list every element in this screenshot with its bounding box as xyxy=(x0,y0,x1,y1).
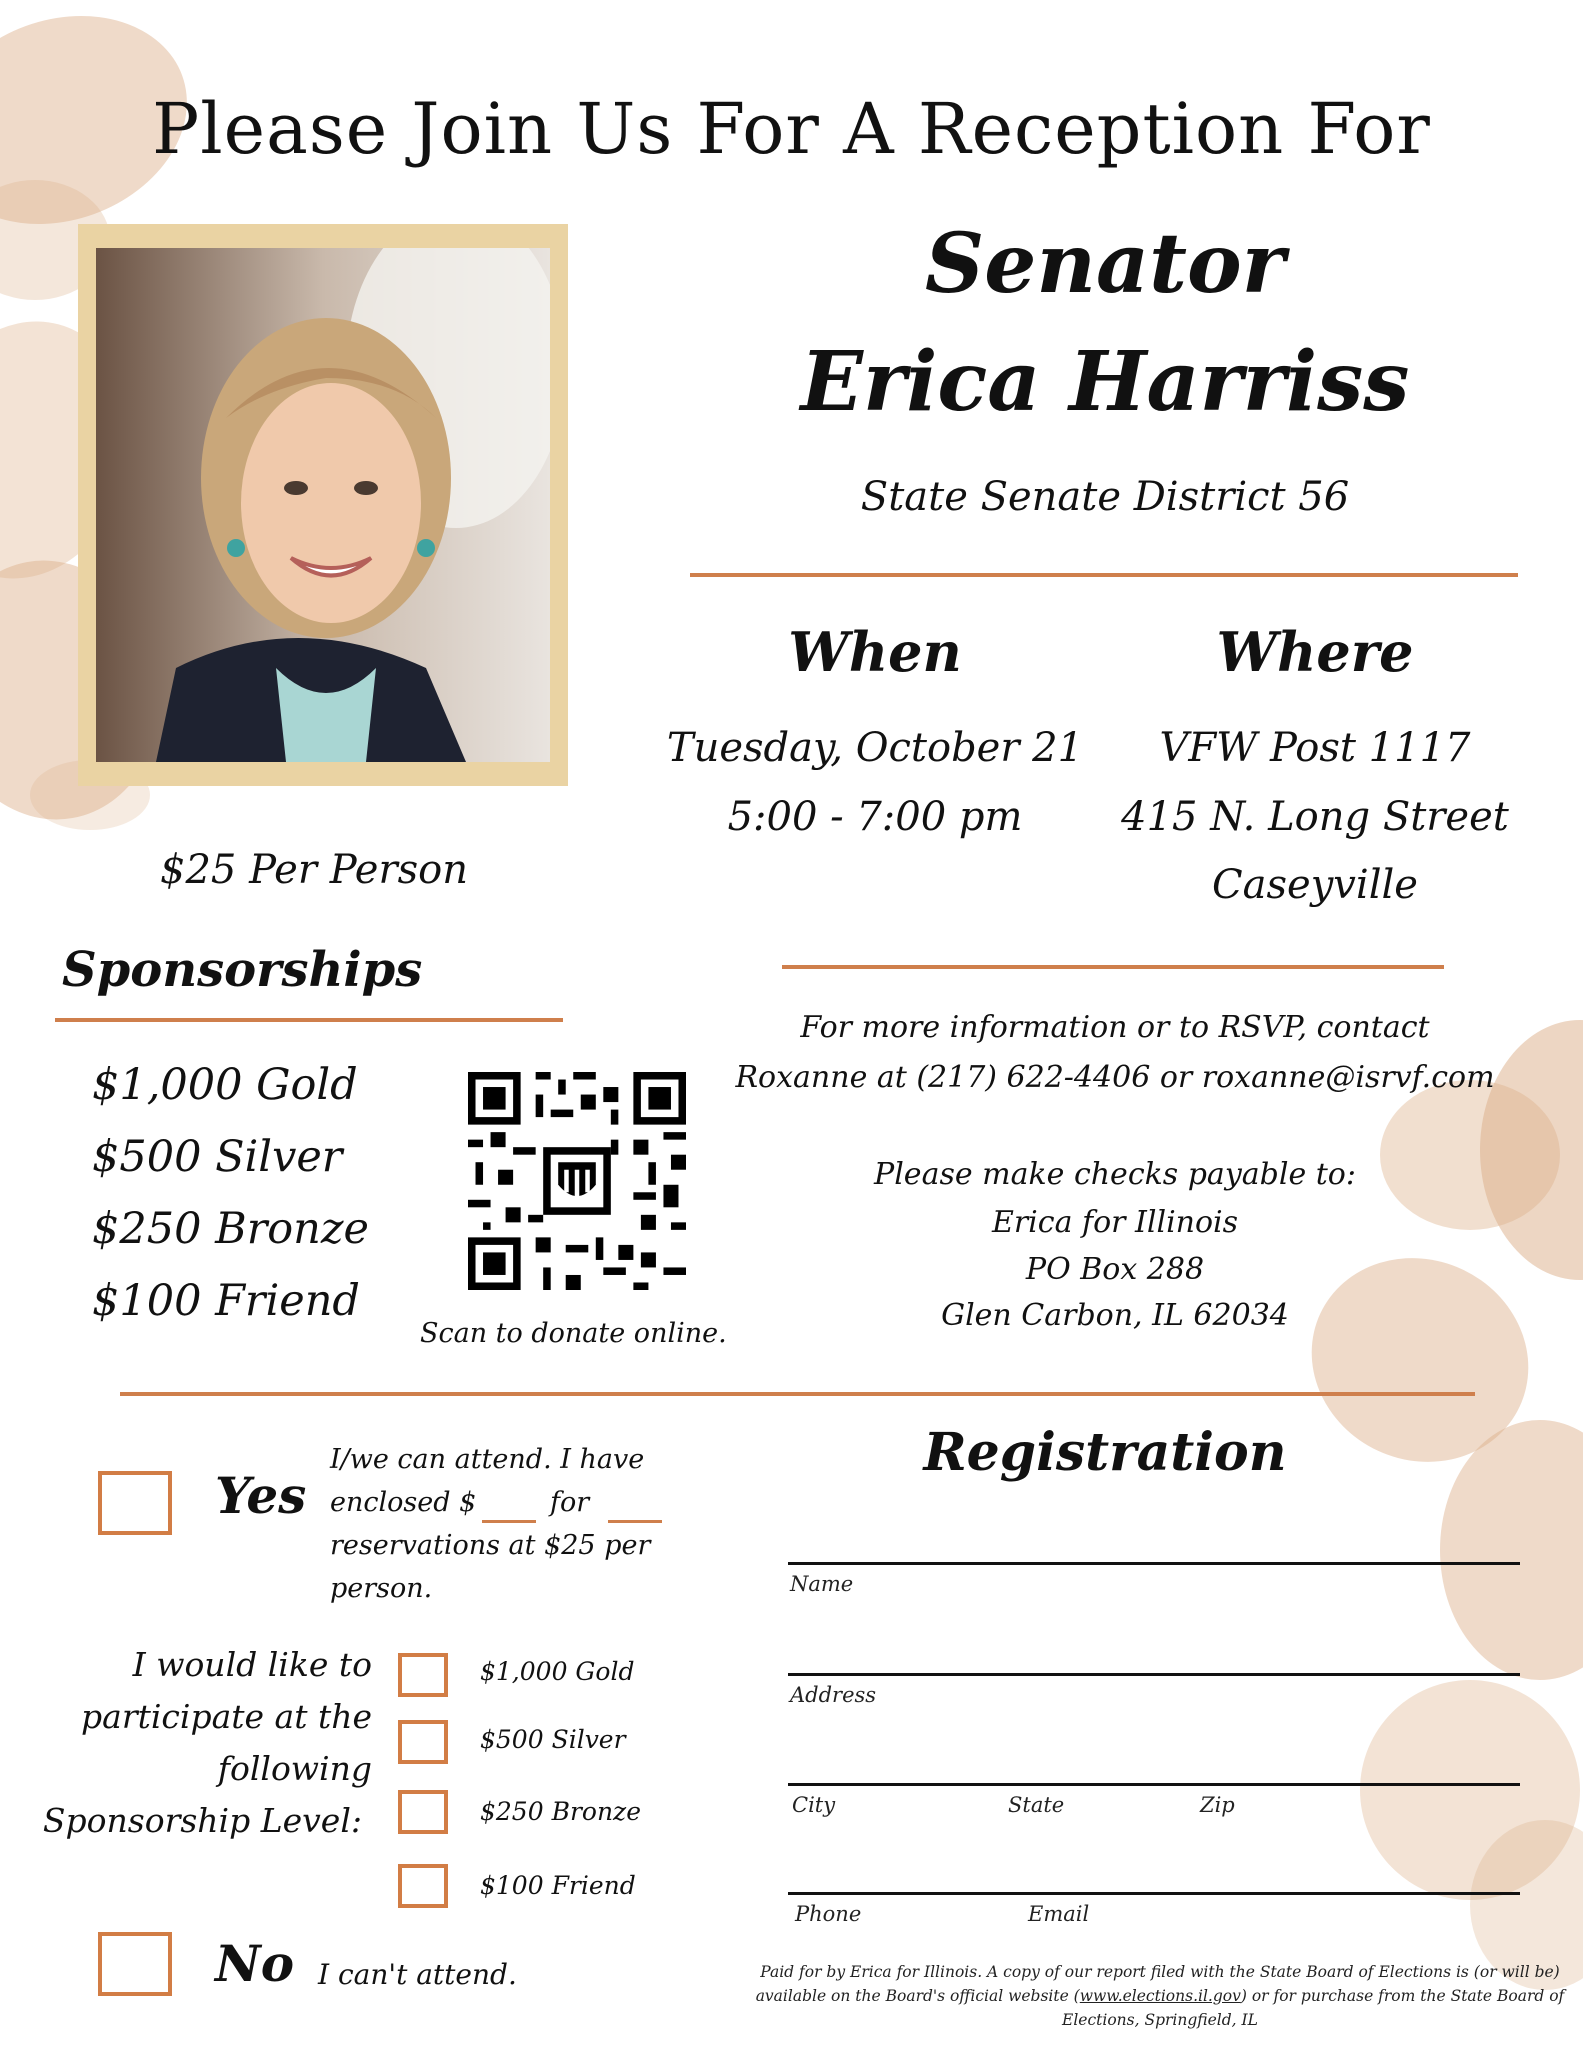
address-field[interactable] xyxy=(788,1673,1520,1676)
event-time: 5:00 - 7:00 pm xyxy=(727,794,1023,840)
divider xyxy=(782,965,1444,969)
registration-heading: Registration xyxy=(923,1422,1287,1483)
when-heading: When xyxy=(788,620,962,684)
participate-line-2: participate at the xyxy=(81,1697,372,1736)
venue-city: Caseyville xyxy=(1212,862,1418,908)
yes-text-line-2b: for xyxy=(550,1487,590,1518)
phone-email-field[interactable] xyxy=(788,1892,1520,1895)
friend-checkbox[interactable] xyxy=(398,1864,448,1908)
section-divider xyxy=(120,1392,1475,1396)
candidate-name: Erica Harriss xyxy=(800,334,1410,430)
friend-option-label: $100 Friend xyxy=(480,1871,636,1900)
name-field[interactable] xyxy=(788,1562,1520,1565)
sponsor-level-bronze: $250 Bronze xyxy=(92,1204,369,1254)
silver-option-label: $500 Silver xyxy=(480,1725,626,1754)
amount-blank[interactable] xyxy=(482,1520,536,1523)
disclaimer-line-1: Paid for by Erica for Illinois. A copy of our report filed with the State Board of Elections is (or will be) xyxy=(760,1963,1560,1981)
divider xyxy=(690,573,1518,577)
participate-line-4: Sponsorship Level: xyxy=(42,1801,362,1840)
yes-text-line-1: I/we can attend. I have xyxy=(330,1444,645,1475)
event-date: Tuesday, October 21 xyxy=(666,725,1084,771)
paid-for-disclaimer xyxy=(740,1960,1580,2032)
yes-label: Yes xyxy=(215,1466,307,1525)
city-label: City xyxy=(792,1793,836,1817)
address-label: Address xyxy=(790,1683,877,1707)
venue-street: 415 N. Long Street xyxy=(1121,794,1509,840)
sponsorships-heading: Sponsorships xyxy=(62,942,423,998)
venue-name: VFW Post 1117 xyxy=(1159,725,1471,771)
reservations-blank[interactable] xyxy=(608,1520,662,1523)
bronze-option-label: $250 Bronze xyxy=(480,1797,642,1826)
yes-text-line-3: reservations at $25 per xyxy=(330,1530,651,1561)
state-label: State xyxy=(1008,1793,1065,1817)
checks-line-3: PO Box 288 xyxy=(1025,1252,1205,1287)
donate-qr-code[interactable] xyxy=(468,1072,686,1290)
yes-checkbox[interactable] xyxy=(98,1471,172,1535)
sponsor-level-silver: $500 Silver xyxy=(92,1132,343,1182)
no-checkbox[interactable] xyxy=(98,1932,172,1996)
where-heading: Where xyxy=(1216,620,1414,684)
sponsorships-underline xyxy=(55,1018,563,1022)
bronze-checkbox[interactable] xyxy=(398,1790,448,1834)
phone-label: Phone xyxy=(795,1902,862,1926)
page-title: Please Join Us For A Reception For xyxy=(152,88,1431,170)
email-label: Email xyxy=(1028,1902,1090,1926)
city-state-zip-field[interactable] xyxy=(788,1783,1520,1786)
disclaimer-line-2 xyxy=(740,1984,1580,2008)
disclaimer-line-2b: ) or for purchase from the State Board of xyxy=(1240,1987,1565,2005)
name-label: Name xyxy=(790,1572,854,1596)
participate-line-1: I would like to xyxy=(132,1645,372,1684)
yes-text-line-4: person. xyxy=(330,1573,433,1604)
district-label: State Senate District 56 xyxy=(860,474,1350,520)
gold-checkbox[interactable] xyxy=(398,1653,448,1697)
participate-line-3: following xyxy=(217,1749,372,1788)
yes-text-line-2a: enclosed $ xyxy=(330,1487,477,1518)
disclaimer-line-3: Elections, Springfield, IL xyxy=(1062,2011,1258,2029)
zip-label: Zip xyxy=(1200,1793,1235,1817)
sponsor-level-friend: $100 Friend xyxy=(92,1276,360,1326)
checks-line-2: Erica for Illinois xyxy=(991,1205,1239,1240)
candidate-photo xyxy=(78,224,568,786)
checks-line-4: Glen Carbon, IL 62034 xyxy=(941,1298,1289,1333)
sponsor-level-gold: $1,000 Gold xyxy=(92,1060,358,1110)
contact-line-1: For more information or to RSVP, contact xyxy=(800,1010,1430,1045)
elections-website-link[interactable]: www.elections.il.gov xyxy=(1079,1987,1241,2005)
no-text: I can't attend. xyxy=(318,1958,517,1991)
no-label: No xyxy=(215,1934,295,1993)
silver-checkbox[interactable] xyxy=(398,1720,448,1764)
candidate-title: Senator xyxy=(925,216,1285,312)
ticket-price: $25 Per Person xyxy=(160,847,468,893)
disclaimer-line-2a: available on the Board's official website ( xyxy=(755,1987,1080,2005)
checks-line-1: Please make checks payable to: xyxy=(874,1157,1356,1192)
qr-caption: Scan to donate online. xyxy=(420,1318,727,1349)
gold-option-label: $1,000 Gold xyxy=(480,1657,635,1686)
contact-line-2: Roxanne at (217) 622-4406 or roxanne@isrvf.com xyxy=(735,1060,1495,1095)
